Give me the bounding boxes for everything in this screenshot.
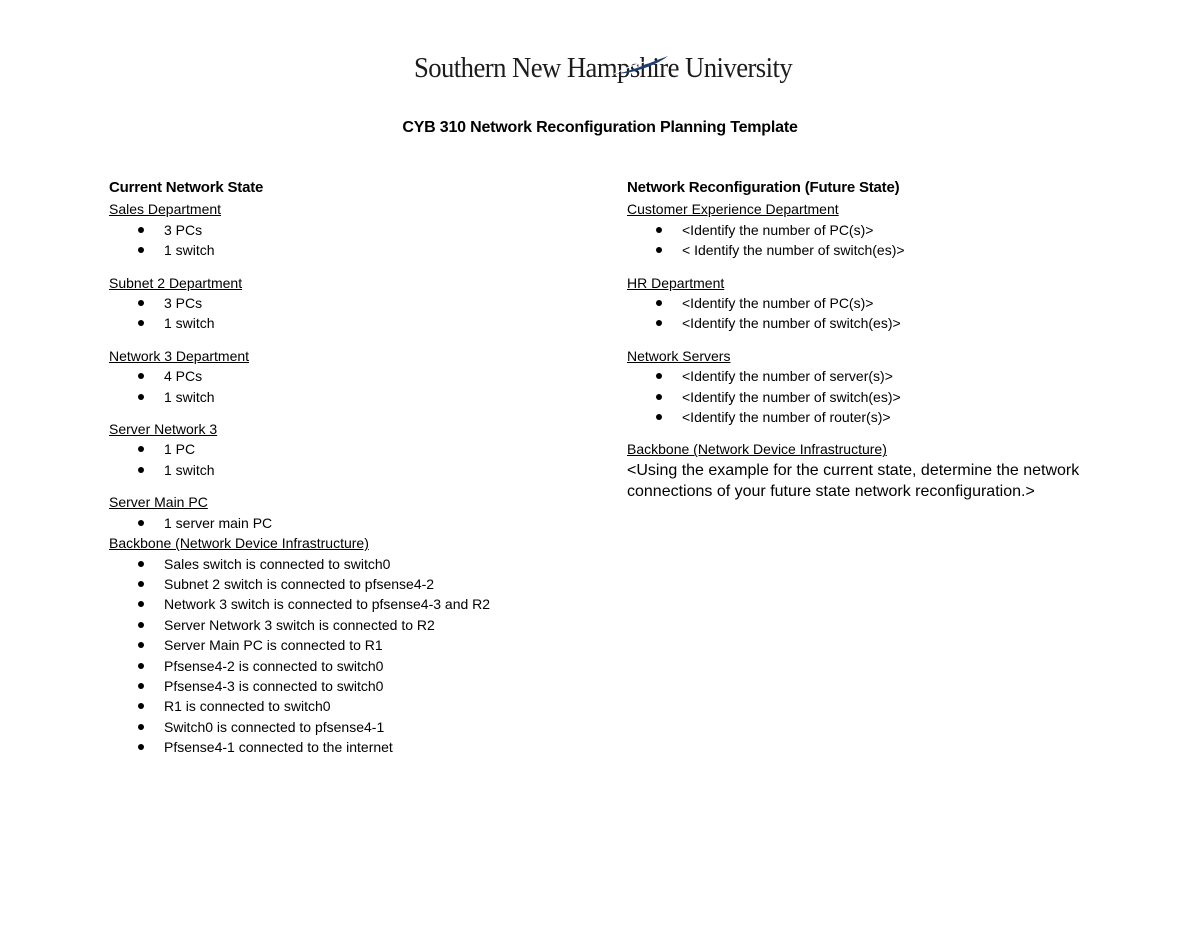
- section-backbone: [109, 533, 589, 757]
- section-server-main-pc: [109, 492, 589, 533]
- list-item: 1 switch: [109, 460, 589, 480]
- section-title: HR Department: [627, 274, 725, 291]
- backbone-instructions: <Using the example for the current state, determine the network connections of your future state network reconfiguration.>: [627, 461, 1080, 500]
- list-item: 1 PC: [109, 439, 589, 459]
- list-item: 3 PCs: [109, 293, 589, 313]
- list-item: <Identify the number of PC(s)>: [627, 293, 1097, 313]
- section-title: Backbone (Network Device Infrastructure): [627, 441, 887, 458]
- list-item: 1 switch: [109, 313, 589, 333]
- list-item: Subnet 2 switch is connected to pfsense4-2: [109, 574, 589, 594]
- section-customer-experience: [627, 199, 1097, 260]
- list-item: <Identify the number of switch(es)>: [627, 387, 1097, 407]
- section-subnet2: [109, 273, 589, 334]
- list-item: Network 3 switch is connected to pfsense4-3 and R2: [109, 594, 589, 614]
- list-item: <Identify the number of PC(s)>: [627, 220, 1097, 240]
- section-network3: [109, 346, 589, 407]
- list-item: Server Main PC is connected to R1: [109, 635, 589, 655]
- list-item: <Identify the number of server(s)>: [627, 366, 1097, 386]
- list-item: 1 switch: [109, 240, 589, 260]
- section-title: Subnet 2 Department: [109, 274, 243, 291]
- future-state-heading: Network Reconfiguration (Future State): [627, 179, 900, 196]
- section-server-network3: [109, 419, 589, 480]
- section-title: Server Network 3: [109, 421, 218, 438]
- feather-icon: [612, 54, 672, 76]
- list-item: 1 server main PC: [109, 513, 589, 533]
- current-state-column: [109, 178, 589, 758]
- list-item: Server Network 3 switch is connected to R2: [109, 615, 589, 635]
- current-state-heading: Current Network State: [109, 179, 264, 196]
- list-item: Pfsense4-3 is connected to switch0: [109, 676, 589, 696]
- list-item: 1 switch: [109, 387, 589, 407]
- logo-text: Southern New Hampshire University: [413, 52, 793, 84]
- section-title: Customer Experience Department: [627, 201, 839, 218]
- future-state-column: [627, 178, 1097, 502]
- section-hr: [627, 273, 1097, 334]
- list-item: Sales switch is connected to switch0: [109, 554, 589, 574]
- section-network-servers: [627, 346, 1097, 428]
- section-future-backbone: [627, 439, 1097, 501]
- page-title: CYB 310 Network Reconfiguration Planning Template: [402, 119, 798, 136]
- list-item: R1 is connected to switch0: [109, 696, 589, 716]
- section-title: Sales Department: [109, 201, 222, 218]
- list-item: Switch0 is connected to pfsense4-1: [109, 717, 589, 737]
- list-item: < Identify the number of switch(es)>: [627, 240, 1097, 260]
- section-title: Network 3 Department: [109, 347, 250, 364]
- university-logo: [48, 52, 1152, 85]
- section-sales: [109, 199, 589, 260]
- list-item: Pfsense4-1 connected to the internet: [109, 737, 589, 757]
- section-title: Server Main PC: [109, 494, 208, 511]
- list-item: <Identify the number of router(s)>: [627, 407, 1097, 427]
- list-item: 4 PCs: [109, 366, 589, 386]
- list-item: Pfsense4-2 is connected to switch0: [109, 656, 589, 676]
- list-item: 3 PCs: [109, 220, 589, 240]
- section-title: Backbone (Network Device Infrastructure): [109, 535, 369, 552]
- section-title: Network Servers: [627, 347, 731, 364]
- list-item: <Identify the number of switch(es)>: [627, 313, 1097, 333]
